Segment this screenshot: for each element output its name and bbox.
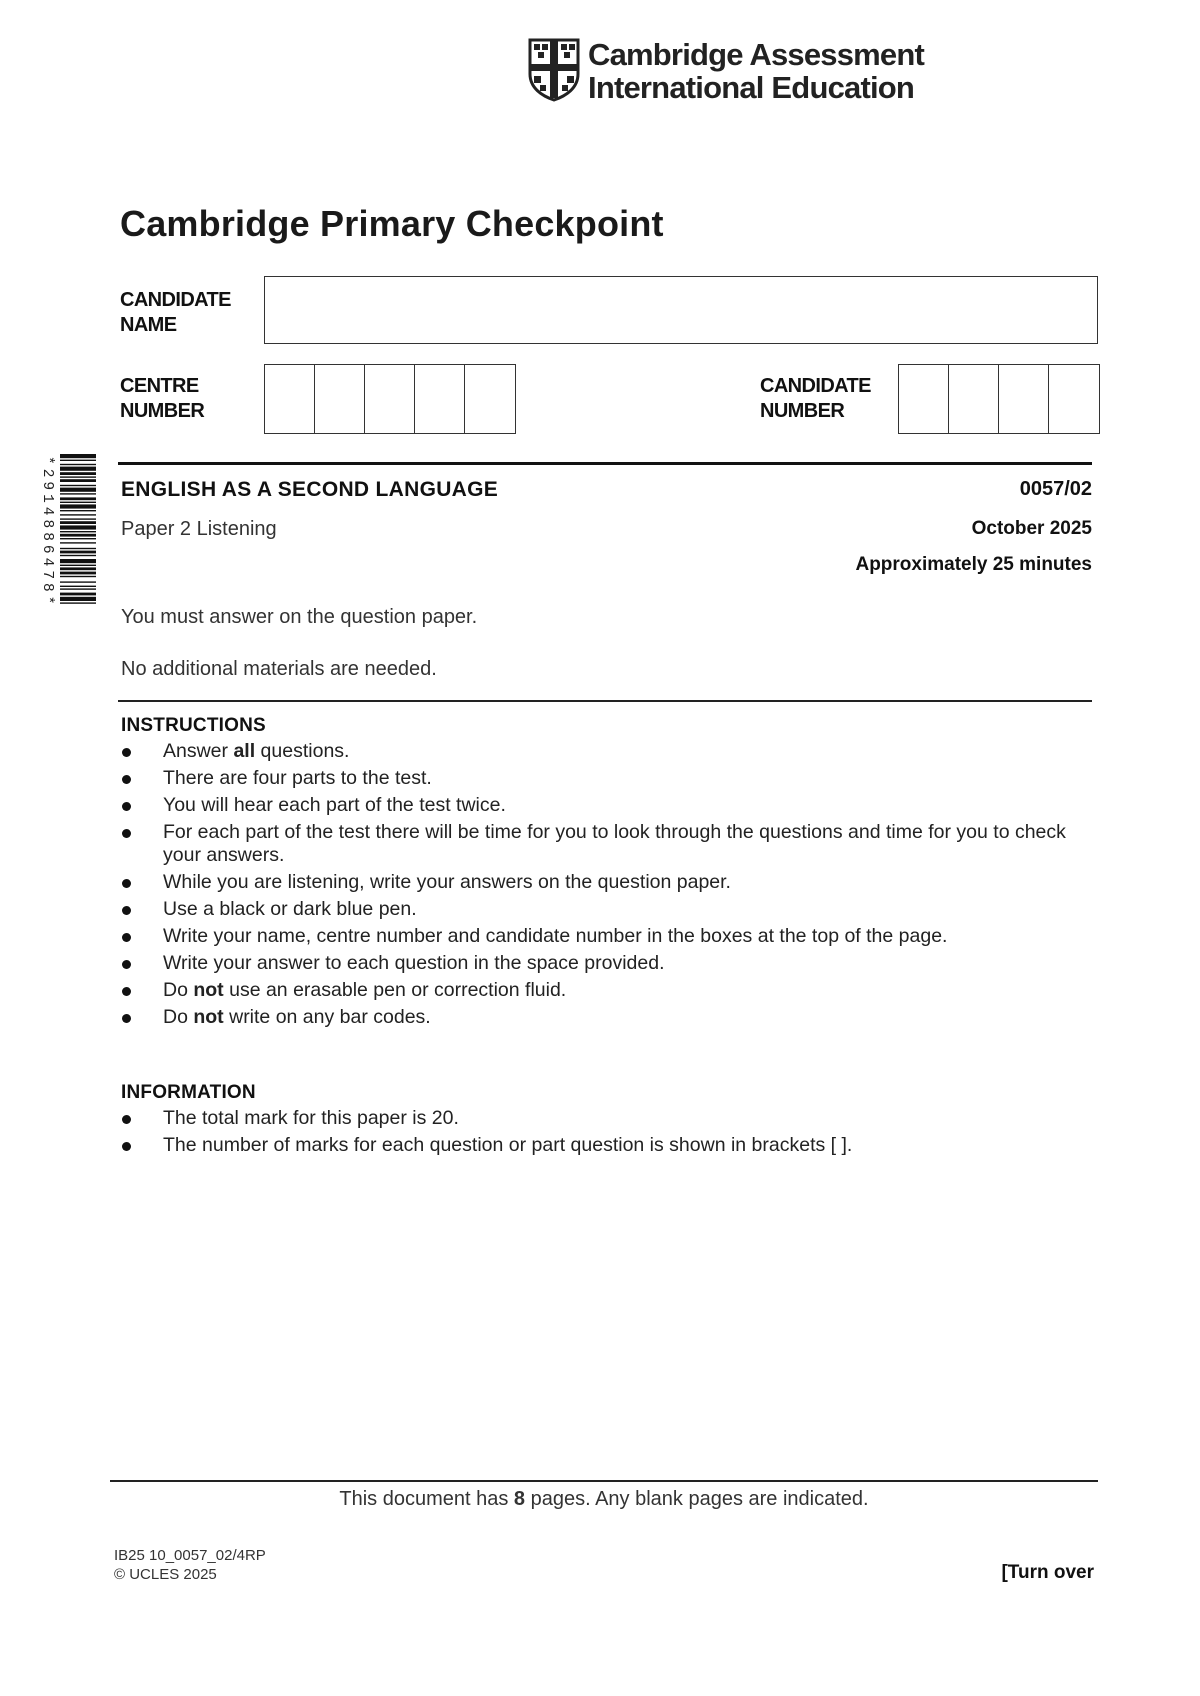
barcode-bar <box>60 518 96 519</box>
instructions-list <box>120 740 1080 1033</box>
candidate-number-label-line-1: CANDIDATE <box>760 375 871 397</box>
candidate-name-label-line-1: CANDIDATE <box>120 289 231 311</box>
barcode-bar <box>60 567 96 570</box>
centre-number-digit-box[interactable] <box>315 365 365 433</box>
page-count-pre: This document has <box>339 1488 514 1510</box>
exam-duration: Approximately 25 minutes <box>855 554 1092 575</box>
barcode-bar <box>60 467 96 471</box>
instructions-item-text: You will hear each part of the test twice. <box>163 794 506 816</box>
candidate-name-label <box>120 288 231 338</box>
bullet-icon <box>122 775 131 784</box>
instructions-item-text: use an erasable pen or correction fluid. <box>223 979 567 1001</box>
candidate-number-label-line-2: NUMBER <box>760 400 845 422</box>
document-reference <box>114 1546 266 1584</box>
subject-title: ENGLISH AS A SECOND LANGUAGE <box>121 478 499 501</box>
instructions-item <box>120 794 1080 817</box>
bullet-icon <box>122 933 131 942</box>
barcode-bar <box>60 504 96 508</box>
barcode-bar <box>60 597 96 601</box>
copyright: © UCLES 2025 <box>114 1566 217 1583</box>
exam-session: October 2025 <box>971 518 1092 539</box>
barcode-bar <box>60 488 96 492</box>
barcode-bar <box>60 485 96 486</box>
information-item <box>120 1107 1080 1130</box>
barcode-bar <box>60 472 96 475</box>
header-divider <box>118 462 1092 465</box>
barcode-digits: *2914886478* <box>39 456 55 609</box>
logo-wordmark <box>588 38 924 104</box>
barcode-bar <box>60 514 96 515</box>
instructions-item-text: Use a black or dark blue pen. <box>163 898 417 920</box>
bullet-icon <box>122 987 131 996</box>
instructions-item <box>120 871 1080 894</box>
candidate-name-label-line-2: NAME <box>120 314 177 336</box>
centre-number-label <box>120 374 204 424</box>
barcode-bar <box>60 534 96 537</box>
candidate-number-digit-box[interactable] <box>1049 365 1099 433</box>
bullet-icon <box>122 802 131 811</box>
barcode-bar <box>60 593 96 596</box>
page-count-note <box>0 1488 1200 1511</box>
footer-divider <box>110 1480 1098 1482</box>
barcode-bar <box>60 493 96 494</box>
instructions-item-text: Write your answer to each question in the space provided. <box>163 952 665 974</box>
bullet-icon <box>122 1142 131 1151</box>
candidate-number-field[interactable] <box>898 364 1100 434</box>
turn-over: [Turn over <box>1001 1562 1094 1583</box>
centre-number-field[interactable] <box>264 364 516 434</box>
instructions-item-text: Answer <box>163 740 234 762</box>
bullet-icon <box>122 879 131 888</box>
candidate-number-digit-box[interactable] <box>949 365 999 433</box>
bullet-icon <box>122 906 131 915</box>
centre-number-digit-box[interactable] <box>415 365 465 433</box>
instructions-item <box>120 740 1080 763</box>
section-divider <box>118 700 1092 702</box>
information-heading: INFORMATION <box>121 1082 256 1103</box>
barcode-bar <box>60 460 96 461</box>
cambridge-logo <box>528 37 925 105</box>
instructions-item-text: Do <box>163 1006 194 1028</box>
answer-note: You must answer on the question paper. <box>121 606 478 628</box>
barcode-bar <box>60 479 96 482</box>
barcode-bar <box>60 555 96 556</box>
page-title: Cambridge Primary Checkpoint <box>120 203 664 244</box>
barcode-bar <box>60 551 96 554</box>
barcode-bar <box>60 572 96 575</box>
barcode-bar <box>60 502 96 503</box>
page-count: 8 <box>513 1488 526 1510</box>
candidate-number-digit-box[interactable] <box>999 365 1049 433</box>
instructions-heading: INSTRUCTIONS <box>121 715 266 736</box>
page-count-post: pages. Any blank pages are indicated. <box>525 1488 869 1510</box>
barcode-bar <box>60 521 96 524</box>
instructions-item-text: all <box>233 740 256 762</box>
barcode-bar <box>60 531 96 532</box>
instructions-item <box>120 898 1080 921</box>
barcode-bar <box>60 525 96 529</box>
instructions-item <box>120 821 1080 867</box>
instructions-item <box>120 952 1080 975</box>
barcode-bar <box>60 565 96 566</box>
barcode-bar <box>60 559 96 563</box>
centre-number-digit-box[interactable] <box>465 365 515 433</box>
barcode-bar <box>60 586 96 587</box>
instructions-item <box>120 1006 1080 1029</box>
candidate-number-digit-box[interactable] <box>899 365 949 433</box>
instructions-item-text: Do <box>163 979 194 1001</box>
barcode-bar <box>60 588 96 589</box>
barcode-bar <box>60 476 96 477</box>
information-list <box>120 1107 1080 1161</box>
barcode-bar <box>60 454 96 458</box>
bullet-icon <box>122 829 131 838</box>
barcode-bar <box>60 538 96 539</box>
centre-number-label-line-1: CENTRE <box>120 375 199 397</box>
candidate-number-label <box>760 374 871 424</box>
barcode-bars <box>60 454 96 604</box>
reference-code: IB25 10_0057_02/4RP <box>114 1547 266 1564</box>
instructions-item-text: questions. <box>255 740 350 762</box>
barcode-bar <box>60 542 96 543</box>
logo-line-2: International Education <box>588 70 915 105</box>
centre-number-digit-box[interactable] <box>365 365 415 433</box>
bullet-icon <box>122 1014 131 1023</box>
instructions-item-text: While you are listening, write your answers on the question paper. <box>163 871 731 893</box>
centre-number-label-line-2: NUMBER <box>120 400 205 422</box>
barcode-bar <box>60 581 96 582</box>
instructions-item-text: There are four parts to the test. <box>163 767 432 789</box>
bullet-icon <box>122 960 131 969</box>
barcode-bar <box>60 497 96 500</box>
candidate-name-field[interactable] <box>264 276 1098 344</box>
instructions-item-text: write on any bar codes. <box>223 1006 431 1028</box>
instructions-item <box>120 767 1080 790</box>
paper-code: 0057/02 <box>1019 478 1092 500</box>
bullet-icon <box>122 748 131 757</box>
barcode-bar <box>60 548 96 549</box>
barcode-bar <box>60 510 96 511</box>
barcode-bar <box>60 464 96 465</box>
information-item <box>120 1134 1080 1157</box>
paper-component: Paper 2 Listening <box>121 518 277 540</box>
barcode-bar <box>60 602 96 603</box>
information-item-text: The total mark for this paper is 20. <box>163 1107 459 1129</box>
instructions-item <box>120 979 1080 1002</box>
instructions-item-text: not <box>193 1006 224 1028</box>
bullet-icon <box>122 1115 131 1124</box>
barcode-bar <box>60 576 96 577</box>
information-item-text: The number of marks for each question or part question is shown in brackets [ ]. <box>163 1134 853 1156</box>
cambridge-shield-icon <box>528 38 580 102</box>
instructions-item-text: Write your name, centre number and candidate number in the boxes at the top of the page. <box>163 925 948 947</box>
instructions-item <box>120 925 1080 948</box>
centre-number-digit-box[interactable] <box>265 365 315 433</box>
materials-note: No additional materials are needed. <box>121 658 437 680</box>
logo-line-1: Cambridge Assessment <box>588 37 925 72</box>
instructions-item-text: not <box>193 979 224 1001</box>
instructions-item-text: For each part of the test there will be time for you to look through the questions and time for you to check your answers. <box>163 821 1066 866</box>
barcode <box>36 452 98 678</box>
